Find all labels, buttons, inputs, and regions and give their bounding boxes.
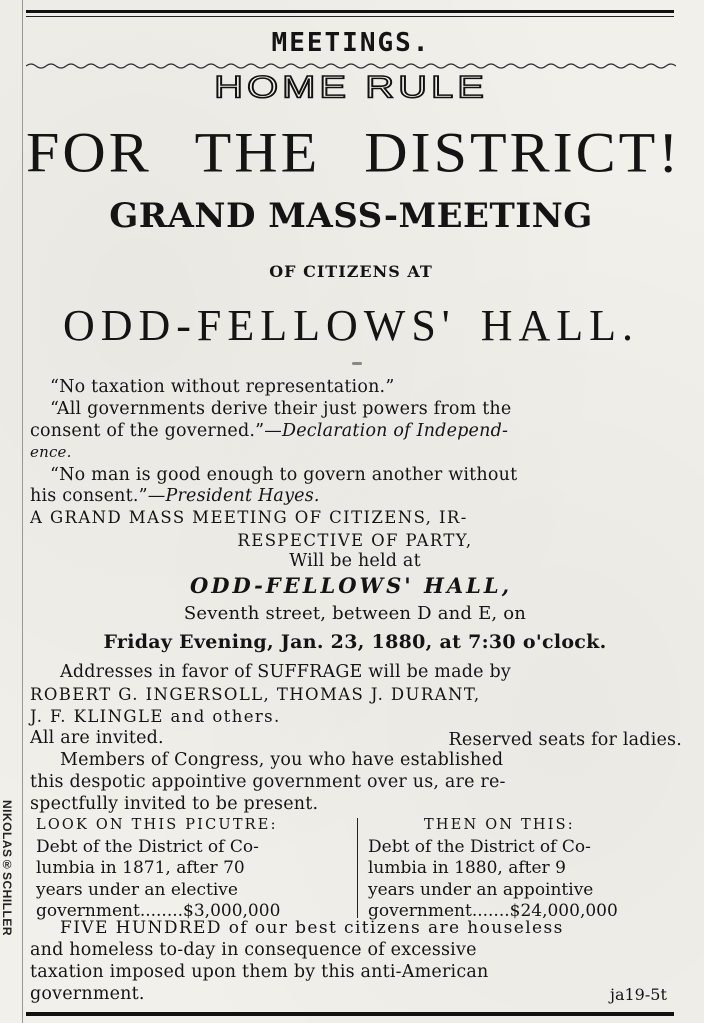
comparison-left-line3: years under an elective: [36, 879, 238, 900]
quote-no-man-line2: his consent.”—President Hayes.: [30, 486, 320, 506]
column-rule: [22, 0, 23, 1023]
closing-line1: FIVE HUNDRED of our best citizens are houseless: [60, 918, 564, 938]
headline-odd-fellows-hall: ODD-FELLOWS' HALL.: [62, 301, 640, 350]
speakers-line2: ROBERT G. INGERSOLL, THOMAS J. DURANT,: [30, 685, 481, 704]
quote-source-hayes: President Hayes.: [165, 486, 320, 506]
bottom-rule: [26, 1012, 674, 1016]
comparison-left-line4: government........$3,000,000: [36, 901, 281, 921]
comparison-right: [368, 815, 688, 923]
closing-line2: and homeless to-day in consequence of excessive: [30, 940, 477, 960]
quote-taxation: “No taxation without representation.”: [50, 377, 395, 397]
comparison-right-line2: lumbia in 1880, after 9: [368, 858, 566, 878]
top-rule-thin: [26, 16, 674, 17]
quote-governments-line1: “All governments derive their just powers from the: [50, 399, 512, 419]
members-line3: spectfully invited to be present.: [30, 794, 319, 814]
comparison-right-line3: years under an appointive: [368, 879, 594, 900]
headline-grand-mass-meeting: GRAND MASS-MEETING: [109, 196, 593, 236]
closing-line4: government.: [30, 984, 145, 1004]
section-heading: MEETINGS.: [271, 28, 431, 58]
top-rule: [26, 10, 674, 13]
comparison-left: [36, 815, 356, 923]
speakers-line3: J. F. KLINGLE and others.: [30, 707, 281, 726]
members-line2: this despotic appointive government over us, are re-: [30, 772, 506, 792]
quote-no-man-line1: “No man is good enough to govern another without: [50, 465, 518, 485]
comparison-divider: [357, 818, 358, 918]
venue-name: ODD-FELLOWS' HALL,: [189, 573, 513, 598]
quote-governments-line3: ence.: [30, 443, 72, 461]
comparison-right-line1: Debt of the District of Co-: [368, 836, 591, 857]
closing-line3: taxation imposed upon them by this anti-American: [30, 962, 489, 982]
speakers-line1: Addresses in favor of SUFFRAGE will be made by: [60, 662, 511, 682]
headline-home-rule: HOME RULE: [214, 70, 488, 105]
invite-reserved-seats: Reserved seats for ladies.: [448, 730, 682, 750]
headline-for-the-district: FOR THE DISTRICT!: [26, 120, 682, 184]
comparison-left-line2: lumbia in 1871, after 70: [36, 858, 245, 878]
members-line1: Members of Congress, you who have established: [60, 750, 504, 770]
photo-credit: NIKOLAS®SCHILLER: [0, 800, 14, 936]
quote-source-declaration: Declaration of Independ-: [282, 421, 509, 441]
comparison-right-line4: government.......$24,000,000: [368, 901, 618, 921]
event-datetime: Friday Evening, Jan. 23, 1880, at 7:30 o'clock.: [103, 631, 607, 653]
venue-street: Seventh street, between D and E, on: [183, 603, 527, 624]
wavy-divider: [26, 62, 676, 70]
comparison-right-heading: THEN ON THIS:: [424, 817, 575, 833]
quote-governments-line2: consent of the governed.”—Declaration of Independ-: [30, 421, 509, 441]
headline-of-citizens: OF CITIZENS AT: [269, 262, 433, 281]
comparison-left-line1: Debt of the District of Co-: [36, 836, 259, 857]
invite-all: All are invited.: [30, 728, 164, 748]
separator-mark: [352, 362, 362, 365]
announcement-line3: Will be held at: [289, 551, 421, 571]
comparison-left-heading: LOOK ON THIS PICUTRE:: [36, 817, 278, 833]
ad-run-code: ja19-5t: [610, 985, 667, 1004]
announcement-line1: A GRAND MASS MEETING OF CITIZENS, IR-: [30, 508, 468, 527]
announcement-line2: RESPECTIVE OF PARTY,: [237, 531, 473, 550]
